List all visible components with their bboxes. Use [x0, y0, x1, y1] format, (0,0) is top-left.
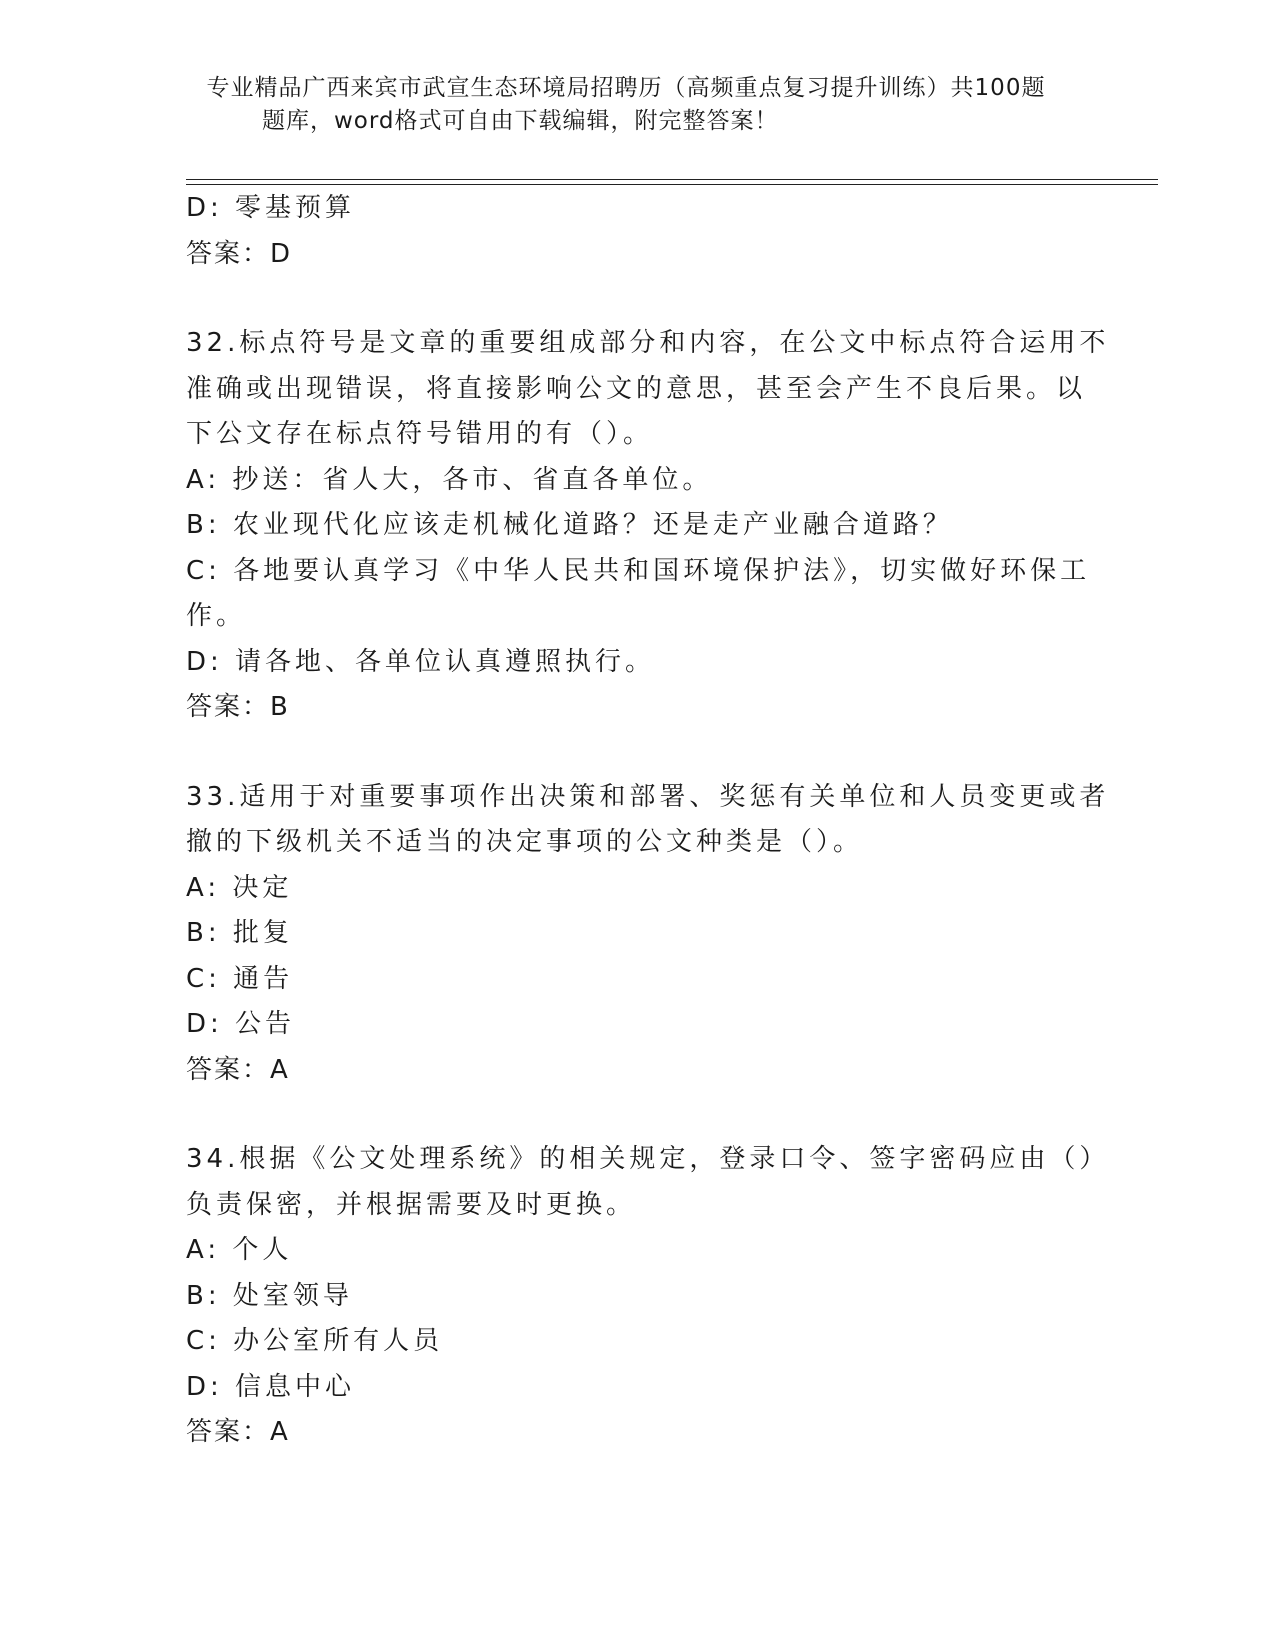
option-c-continued: 作。	[186, 601, 247, 631]
question-stem-line: 负责保密，并根据需要及时更换。	[186, 1189, 637, 1220]
option-c: C: 通告	[186, 963, 294, 994]
option-c: C: 各地要认真学习《中华人民共和国环境保护法》，切实做好环保工	[186, 555, 1091, 586]
answer: 答案：A	[186, 1054, 290, 1085]
header-line-2: 题库，word格式可自由下载编辑，附完整答案！	[262, 108, 779, 134]
spacer	[186, 731, 1086, 775]
option-d: D: 零基预算	[186, 193, 356, 223]
option-d: D: 信息中心	[186, 1371, 356, 1402]
previous-question-tail	[186, 186, 1086, 277]
spacer	[186, 1093, 1086, 1137]
option-d: D: 公告	[186, 1009, 296, 1039]
answer: 答案：D	[186, 238, 293, 269]
option-b: B: 批复	[186, 918, 293, 948]
question-stem-line: 32.标点符号是文章的重要组成部分和内容，在公文中标点符合运用不	[186, 328, 1110, 358]
option-b: B: 处室领导	[186, 1280, 353, 1311]
option-a: A: 决定	[186, 872, 293, 903]
option-d: D: 请各地、各单位认真遵照执行。	[186, 646, 656, 677]
document-header	[186, 72, 1066, 138]
option-a: A: 抄送：省人大，各市、省直各单位。	[186, 464, 713, 495]
question-stem-line: 34.根据《公文处理系统》的相关规定，登录口令、签字密码应由（）	[186, 1144, 1110, 1174]
document-body	[186, 186, 1110, 1456]
option-a: A: 个人	[186, 1235, 293, 1265]
question-stem-line: 33.适用于对重要事项作出决策和部署、奖惩有关单位和人员变更或者	[186, 781, 1110, 812]
header-line-1: 专业精品广西来宾市武宣生态环境局招聘历（高频重点复习提升训练）共100题	[206, 75, 1046, 101]
option-b: B: 农业现代化应该走机械化道路？还是走产业融合道路？	[186, 510, 953, 540]
option-c: C: 办公室所有人员	[186, 1326, 444, 1356]
question-34	[186, 1137, 1110, 1456]
question-32	[186, 321, 1110, 731]
spacer	[186, 277, 1086, 321]
answer: 答案：A	[186, 1417, 290, 1447]
answer: 答案：B	[186, 692, 290, 722]
question-stem-line: 下公文存在标点符号错用的有（）。	[186, 419, 654, 449]
header-rule-bottom	[186, 184, 1158, 185]
question-stem-line: 准确或出现错误，将直接影响公文的意思，甚至会产生不良后果。以	[186, 373, 1087, 404]
question-33	[186, 775, 1110, 1094]
question-stem-line: 撤的下级机关不适当的决定事项的公文种类是（）。	[186, 827, 864, 857]
header-rule-top	[186, 179, 1158, 180]
